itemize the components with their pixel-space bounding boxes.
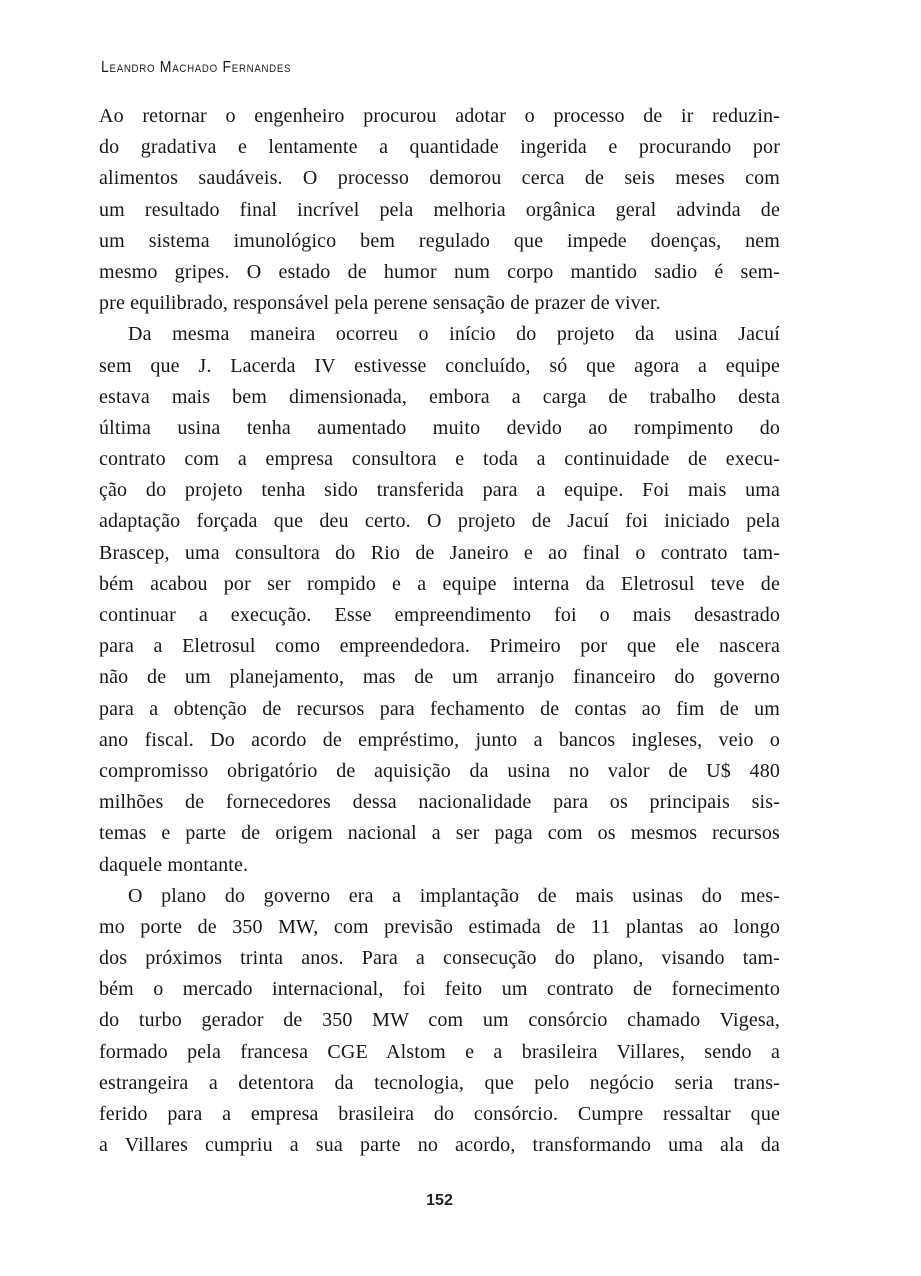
text-line: dos próximos trinta anos. Para a consecução do plano, visando tam-: [99, 947, 780, 970]
text-line: temas e parte de origem nacional a ser paga com os mesmos recursos: [99, 822, 780, 845]
text-line: compromisso obrigatório de aquisição da usina no valor de U$ 480: [99, 759, 780, 782]
text-line: bém acabou por ser rompido e a equipe interna da Eletrosul teve de: [99, 572, 780, 595]
text-line: estava mais bem dimensionada, embora a carga de trabalho desta: [99, 385, 780, 408]
text-line: pre equilibrado, responsável pela perene sensação de prazer de viver.: [99, 292, 661, 315]
text-line: a Villares cumpriu a sua parte no acordo, transformando uma ala da: [99, 1134, 780, 1157]
text-line: continuar a execução. Esse empreendimento foi o mais desastrado: [99, 604, 780, 626]
text-line: ção do projeto tenha sido transferida para a equipe. Foi mais uma: [99, 479, 780, 502]
text-line: Brascep, uma consultora do Rio de Janeiro e ao final o contrato tam-: [99, 541, 780, 564]
text-line: do gradativa e lentamente a quantidade ingerida e procurando por: [99, 136, 780, 159]
text-line: ano fiscal. Do acordo de empréstimo, junto a bancos ingleses, veio o: [99, 728, 780, 751]
text-line: bém o mercado internacional, foi feito um contrato de fornecimento: [99, 978, 780, 1001]
text-line: Da mesma maneira ocorreu o início do projeto da usina Jacuí: [128, 323, 780, 346]
text-line: sem que J. Lacerda IV estivesse concluído, só que agora a equipe: [99, 354, 780, 377]
page-number: 152: [426, 1192, 453, 1209]
text-line: adaptação forçada que deu certo. O projeto de Jacuí foi iniciado pela: [99, 510, 780, 533]
text-line: última usina tenha aumentado muito devido ao rompimento do: [99, 416, 780, 439]
text-line: O plano do governo era a implantação de mais usinas do mes-: [128, 884, 780, 907]
text-line: do turbo gerador de 350 MW com um consórcio chamado Vigesa,: [99, 1009, 780, 1032]
text-line: milhões de fornecedores dessa nacionalidade para os principais sis-: [99, 791, 780, 814]
text-line: um resultado final incrível pela melhoria orgânica geral advinda de: [99, 198, 780, 221]
text-line: para a obtenção de recursos para fechamento de contas ao fim de um: [99, 697, 780, 720]
text-line: mo porte de 350 MW, com previsão estimada de 11 plantas ao longo: [99, 915, 780, 938]
text-line: mesmo gripes. O estado de humor num corpo mantido sadio é sem-: [99, 260, 780, 283]
text-line: um sistema imunológico bem regulado que impede doenças, nem: [99, 229, 780, 252]
text-line: formado pela francesa CGE Alstom e a brasileira Villares, sendo a: [99, 1040, 780, 1063]
text-line: contrato com a empresa consultora e toda a continuidade de execu-: [99, 448, 780, 471]
text-line: alimentos saudáveis. O processo demorou cerca de seis meses com: [99, 167, 780, 190]
text-line: ferido para a empresa brasileira do consórcio. Cumpre ressaltar que: [99, 1103, 780, 1125]
body-text: [99, 101, 780, 1161]
text-line: estrangeira a detentora da tecnologia, que pelo negócio seria trans-: [99, 1071, 780, 1094]
text-line: para a Eletrosul como empreendedora. Primeiro por que ele nascera: [99, 635, 780, 658]
text-line: daquele montante.: [99, 853, 249, 876]
text-line: Ao retornar o engenheiro procurou adotar o processo de ir reduzin-: [99, 105, 780, 127]
running-head: Leandro Machado Fernandes: [101, 59, 292, 76]
text-line: não de um planejamento, mas de um arranjo financeiro do governo: [99, 666, 780, 689]
